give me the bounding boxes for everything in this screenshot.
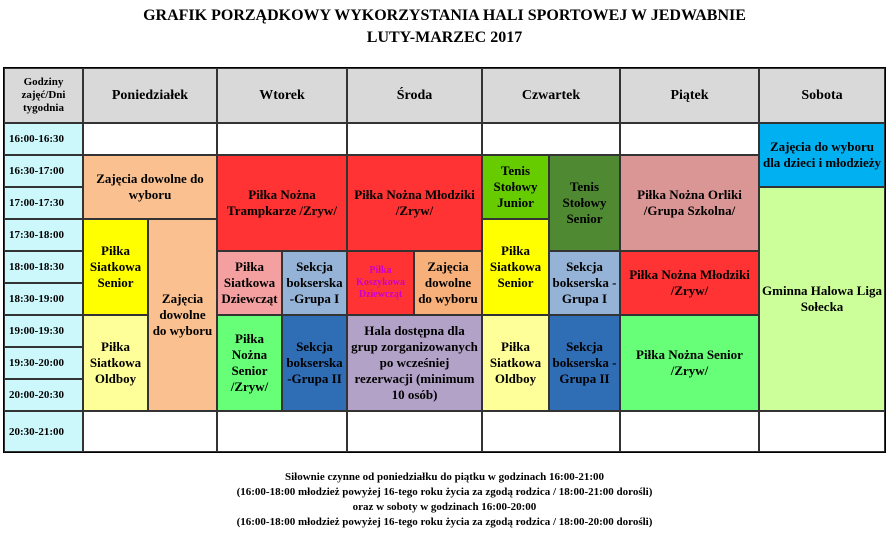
time-slot: 16:00-16:30 [4,123,83,155]
day-header-wednesday: Środa [347,68,482,123]
event-tuesday-bokserska-1: Sekcja bokserska -Grupa I [282,251,347,315]
empty-cell [347,123,482,155]
day-header-monday: Poniedziałek [83,68,217,123]
event-tuesday-nozna-senior: Piłka Nożna Senior /Zryw/ [217,315,282,411]
day-header-friday: Piątek [620,68,759,123]
time-slot: 20:00-20:30 [4,379,83,411]
time-slot: 17:30-18:00 [4,219,83,251]
event-thursday-tenis-senior: Tenis Stołowy Senior [549,155,620,251]
footer-line-1: Siłownie czynne od poniedziałku do piątku w godzinach 16:00-21:00 [284,471,605,483]
event-thursday-siatkowa-oldboy: Piłka Siatkowa Oldboy [482,315,549,411]
time-slot: 18:00-18:30 [4,251,83,283]
event-wednesday-zajecia-dowolne: Zajęcia dowolne do wyboru [414,251,482,315]
event-tuesday-siatkowa-dziewczat: Piłka Siatkowa Dziewcząt [217,251,282,315]
footer-line-4: (16:00-18:00 młodzież powyżej 16-tego roku życia za zgodą rodzica / 18:00-20:00 dorośli) [236,516,653,528]
empty-cell [83,411,217,452]
event-monday-siatkowa-senior: Piłka Siatkowa Senior [83,219,148,315]
day-header-thursday: Czwartek [482,68,620,123]
title-line-1: GRAFIK PORZĄDKOWY WYKORZYSTANIA HALI SPORTOWEJ W JEDWABNIE [143,7,746,24]
corner-header: Godziny zajęć/Dni tygodnia [4,68,83,123]
time-slot: 19:00-19:30 [4,315,83,347]
event-thursday-bokserska-1: Sekcja bokserska -Grupa I [549,251,620,315]
event-tuesday-trampkarze: Piłka Nożna Trampkarze /Zryw/ [217,155,347,251]
event-wednesday-koszykowa: Piłka Koszykowa Dziewcząt [347,251,414,315]
event-saturday-zajecia: Zajęcia do wyboru dla dzieci i młodzieży [759,123,885,187]
time-slot: 16:30-17:00 [4,155,83,187]
footer-line-3: oraz w soboty w godzinach 16:00-20:00 [352,501,537,513]
event-tuesday-bokserska-2: Sekcja bokserska -Grupa II [282,315,347,411]
event-monday-zajecia-dowolne-2: Zajęcia dowolne do wyboru [148,219,217,411]
event-friday-mlodziki: Piłka Nożna Młodziki /Zryw/ [620,251,759,315]
event-monday-zajecia-dowolne: Zajęcia dowolne do wyboru [83,155,217,219]
empty-cell [482,123,620,155]
empty-cell [620,123,759,155]
event-thursday-bokserska-2: Sekcja bokserska -Grupa II [549,315,620,411]
event-wednesday-mlodziki: Piłka Nożna Młodziki /Zryw/ [347,155,482,251]
event-friday-senior: Piłka Nożna Senior /Zryw/ [620,315,759,411]
empty-cell [347,411,482,452]
event-monday-siatkowa-oldboy: Piłka Siatkowa Oldboy [83,315,148,411]
day-header-saturday: Sobota [759,68,885,123]
event-wednesday-hala-dostepna: Hala dostępna dla grup zorganizowanych po wcześniej rezerwacji (minimum 10 osób) [347,315,482,411]
empty-cell [620,411,759,452]
empty-cell [759,411,885,452]
event-friday-orliki: Piłka Nożna Orliki /Grupa Szkolna/ [620,155,759,251]
time-slot: 20:30-21:00 [4,411,83,452]
empty-cell [217,411,347,452]
day-header-tuesday: Wtorek [217,68,347,123]
footer-line-2: (16:00-18:00 młodzież powyżej 16-tego roku życia za zgodą rodzica / 18:00-21:00 dorośli) [236,486,653,498]
schedule-table [3,67,886,453]
empty-cell [482,411,620,452]
title-line-2: LUTY-MARZEC 2017 [366,29,523,46]
empty-cell [217,123,347,155]
empty-cell [83,123,217,155]
time-slot: 18:30-19:00 [4,283,83,315]
event-thursday-siatkowa-senior: Piłka Siatkowa Senior [482,219,549,315]
event-saturday-liga-solecka: Gminna Halowa Liga Sołecka [759,187,885,411]
event-thursday-tenis-junior: Tenis Stołowy Junior [482,155,549,219]
time-slot: 19:30-20:00 [4,347,83,379]
time-slot: 17:00-17:30 [4,187,83,219]
